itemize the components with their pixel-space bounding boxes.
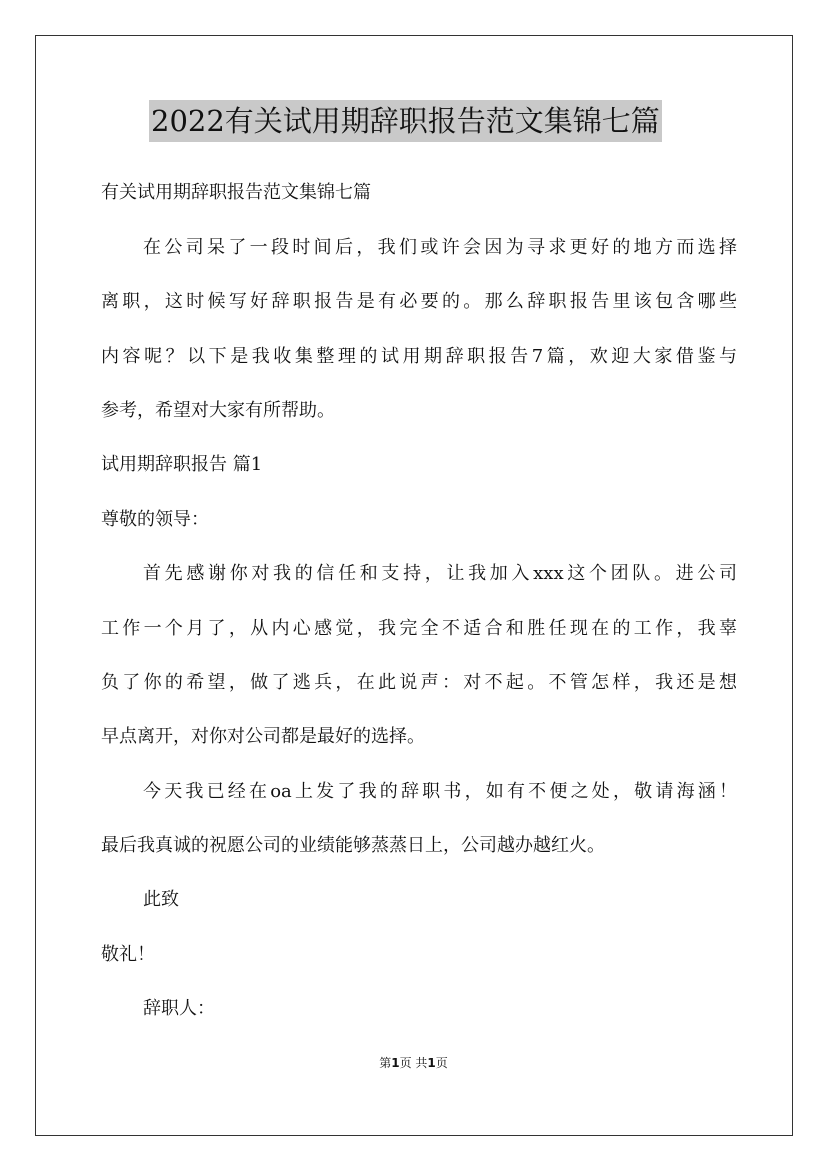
signature-line: 辞职人： [143,998,215,1019]
closing-line-1: 此致 [143,889,179,910]
page-total: 1 [427,1056,436,1070]
para1-line-2: 工作一个月了，从内心感觉，我完全不适合和胜任现在的工作，我辜 [101,618,737,639]
para1-line-3: 负了你的希望，做了逃兵，在此说声：对不起。不管怎样，我还是想 [101,672,737,693]
para2-line-2: 最后我真诚的祝愿公司的业绩能够蒸蒸日上，公司越办越红火。 [101,835,605,856]
intro-line-3: 内容呢？以下是我收集整理的试用期辞职报告7篇，欢迎大家借鉴与 [101,346,737,367]
page-suffix: 页 [435,1056,448,1070]
para1-line-4: 早点离开，对你对公司都是最好的选择。 [101,726,425,747]
salutation: 尊敬的领导： [101,509,209,530]
page-current: 1 [391,1056,400,1070]
page-prefix: 第 [379,1056,392,1070]
intro-line-4: 参考，希望对大家有所帮助。 [101,400,335,421]
para1-line-1: 首先感谢你对我的信任和支持，让我加入xxx这个团队。进公司 [143,563,737,584]
intro-line-1: 在公司呆了一段时间后，我们或许会因为寻求更好的地方而选择 [143,237,737,258]
document-title: 2022有关试用期辞职报告范文集锦七篇 [149,100,662,142]
closing-line-2: 敬礼！ [101,944,155,965]
intro-line-2: 离职，这时候写好辞职报告是有必要的。那么辞职报告里该包含哪些 [101,291,737,312]
page-footer [0,1055,827,1071]
page-mid: 页 共 [399,1056,428,1070]
para2-line-1: 今天我已经在oa上发了我的辞职书，如有不便之处，敬请海涵！ [143,781,737,802]
document-subtitle: 有关试用期辞职报告范文集锦七篇 [101,182,371,203]
section-heading: 试用期辞职报告 篇1 [101,454,263,475]
